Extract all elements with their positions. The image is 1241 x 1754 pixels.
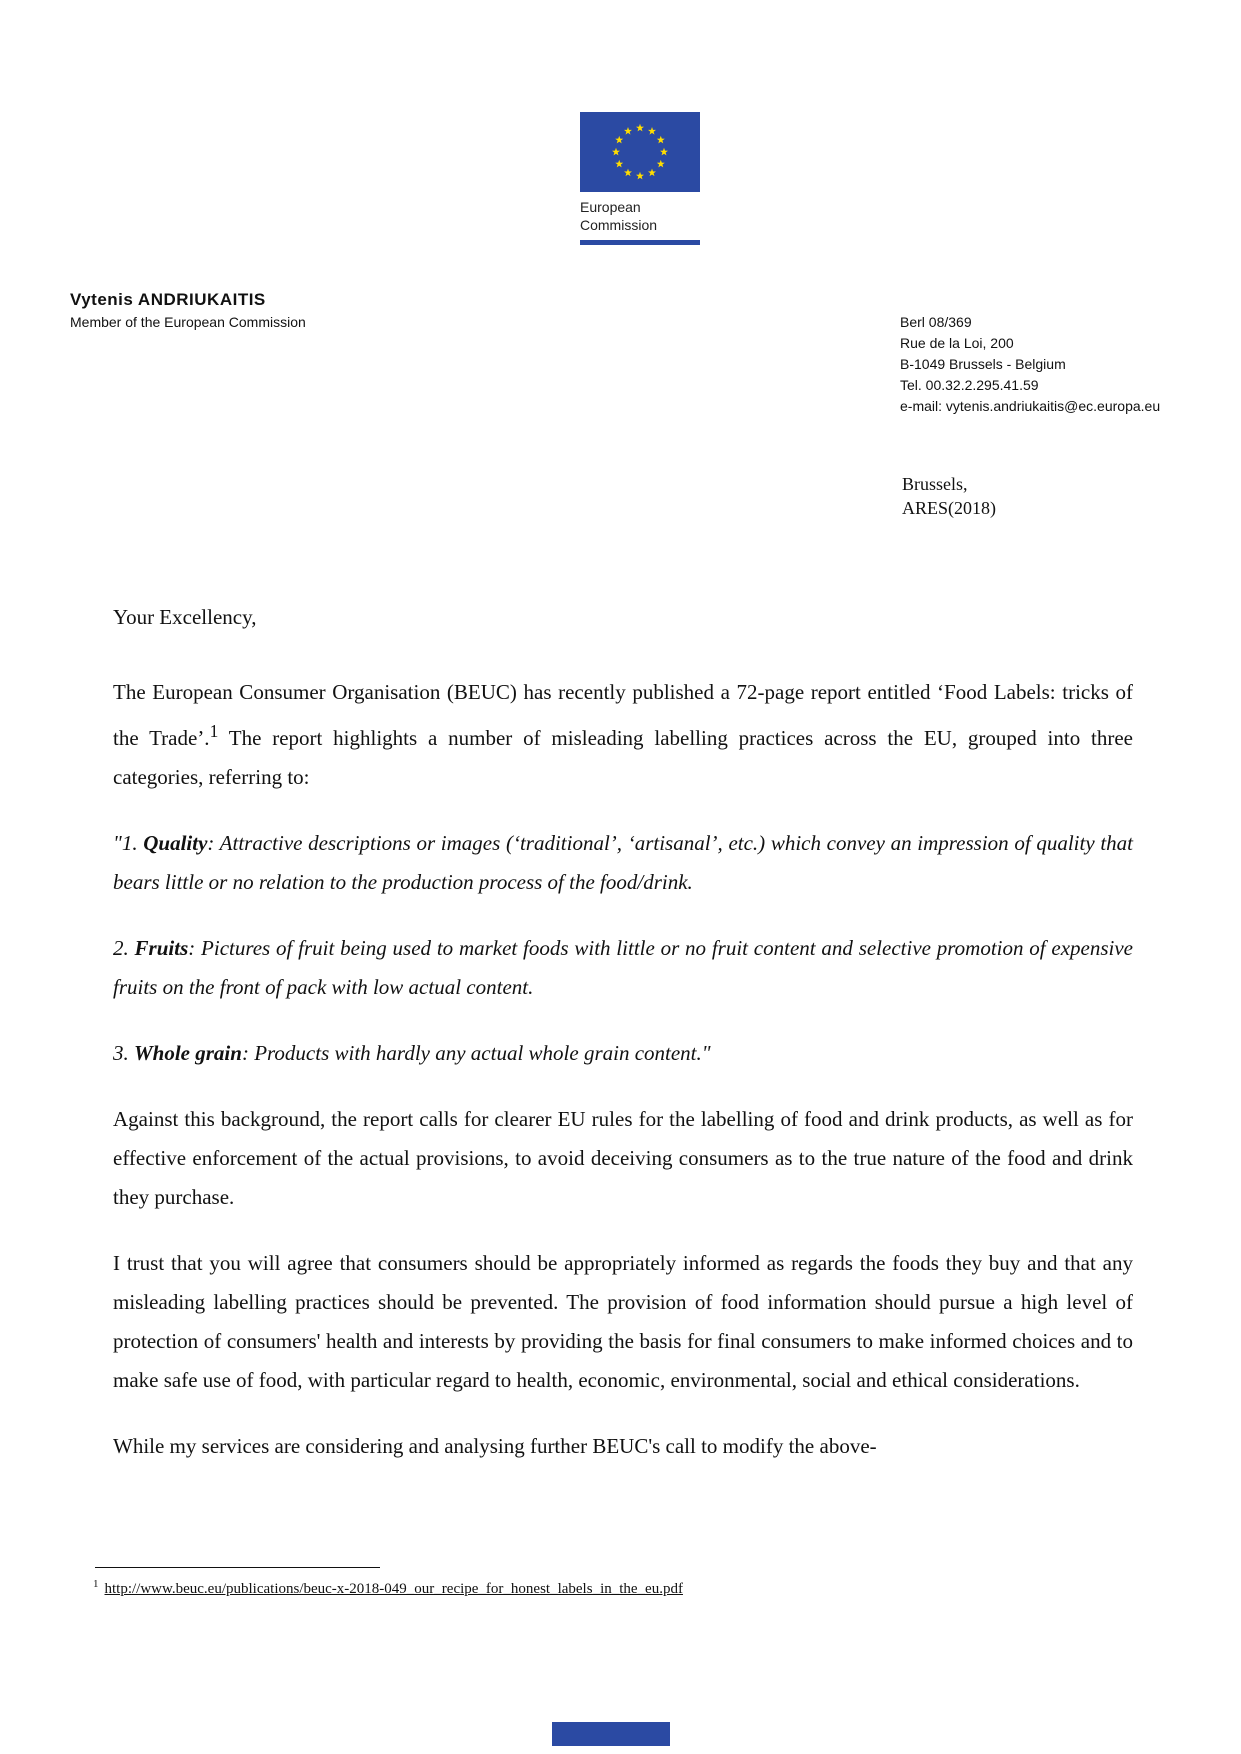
document-reference: ARES(2018) xyxy=(902,498,996,518)
logo-line-1: European xyxy=(580,199,641,215)
footer-bar xyxy=(552,1722,670,1746)
footnote-divider xyxy=(95,1567,380,1568)
quote-item-number: 2. xyxy=(113,936,135,960)
quote-item-term: Fruits xyxy=(134,936,189,960)
footnote-number: 1 xyxy=(93,1578,99,1590)
sender-name: Vytenis ANDRIUKAITIS xyxy=(70,290,266,309)
sender-role: Member of the European Commission xyxy=(70,314,306,330)
quote-item-number: "1. xyxy=(113,831,144,855)
address-block xyxy=(900,312,1160,417)
quote-item-quality xyxy=(113,824,1133,902)
place-date-block xyxy=(902,472,996,520)
logo-wordmark xyxy=(580,198,700,234)
salutation: Your Excellency, xyxy=(113,605,257,629)
address-office: Berl 08/369 xyxy=(900,314,972,330)
address-city: B-1049 Brussels - Belgium xyxy=(900,356,1066,372)
paragraph-trust: I trust that you will agree that consumers should be appropriately informed as regards the foods they buy and that any misleading labelling practices should be prevented. The provision of food information should pursue a high level of protection of consumers' health and interests by providing the basis for final consumers to make informed choices and to make safe use of food, with particular regard to health, economic, environmental, social and ethical considerations. xyxy=(113,1251,1133,1392)
place-city: Brussels, xyxy=(902,474,968,494)
letter-body xyxy=(113,598,1133,1493)
paragraph-background: Against this background, the report calls for clearer EU rules for the labelling of food and drink products, as well as for effective enforcement of the actual provisions, to avoid deceiving consumers as to the true nature of the food and drink they purchase. xyxy=(113,1107,1133,1209)
eu-flag-icon xyxy=(580,112,700,192)
quote-item-term: Whole grain xyxy=(134,1041,242,1065)
paragraph-intro-part1: The European Consumer Organisation (BEUC) has recently published a 72-page report entitled ‘Food Labels: tricks of the Trade’. xyxy=(113,680,1133,750)
european-commission-logo xyxy=(580,112,700,245)
quote-item-term: Quality xyxy=(143,831,208,855)
logo-line-2: Commission xyxy=(580,217,658,233)
paragraph-intro xyxy=(113,673,1133,797)
quote-item-text: : Attractive descriptions or images (‘traditional’, ‘artisanal’, etc.) which convey an impression of quality that bears little or no relation to the production process of the food/drink. xyxy=(113,831,1133,894)
quote-item-whole-grain xyxy=(113,1034,1133,1073)
footnote-link[interactable]: http://www.beuc.eu/publications/beuc-x-2018-049_our_recipe_for_honest_labels_in_the_eu.pdf xyxy=(104,1581,683,1597)
quote-item-number: 3. xyxy=(113,1041,134,1065)
address-phone: Tel. 00.32.2.295.41.59 xyxy=(900,377,1039,393)
footnote-reference: 1 xyxy=(209,721,219,741)
paragraph-continuation: While my services are considering and analysing further BEUC's call to modify the above- xyxy=(113,1434,877,1458)
quote-item-fruits xyxy=(113,929,1133,1007)
address-street: Rue de la Loi, 200 xyxy=(900,335,1014,351)
footnote xyxy=(93,1578,683,1598)
address-email: e-mail: vytenis.andriukaitis@ec.europa.eu xyxy=(900,398,1161,414)
quote-item-text: : Products with hardly any actual whole grain content." xyxy=(241,1041,711,1065)
quote-item-text: : Pictures of fruit being used to market foods with little or no fruit content and selective promotion of expensive fruits on the front of pack with low actual content. xyxy=(113,936,1134,999)
sender-block xyxy=(70,290,306,330)
logo-underline-bar xyxy=(580,240,700,245)
paragraph-intro-part2: The report highlights a number of misleading labelling practices across the EU, grouped into three categories, referring to: xyxy=(113,726,1133,789)
